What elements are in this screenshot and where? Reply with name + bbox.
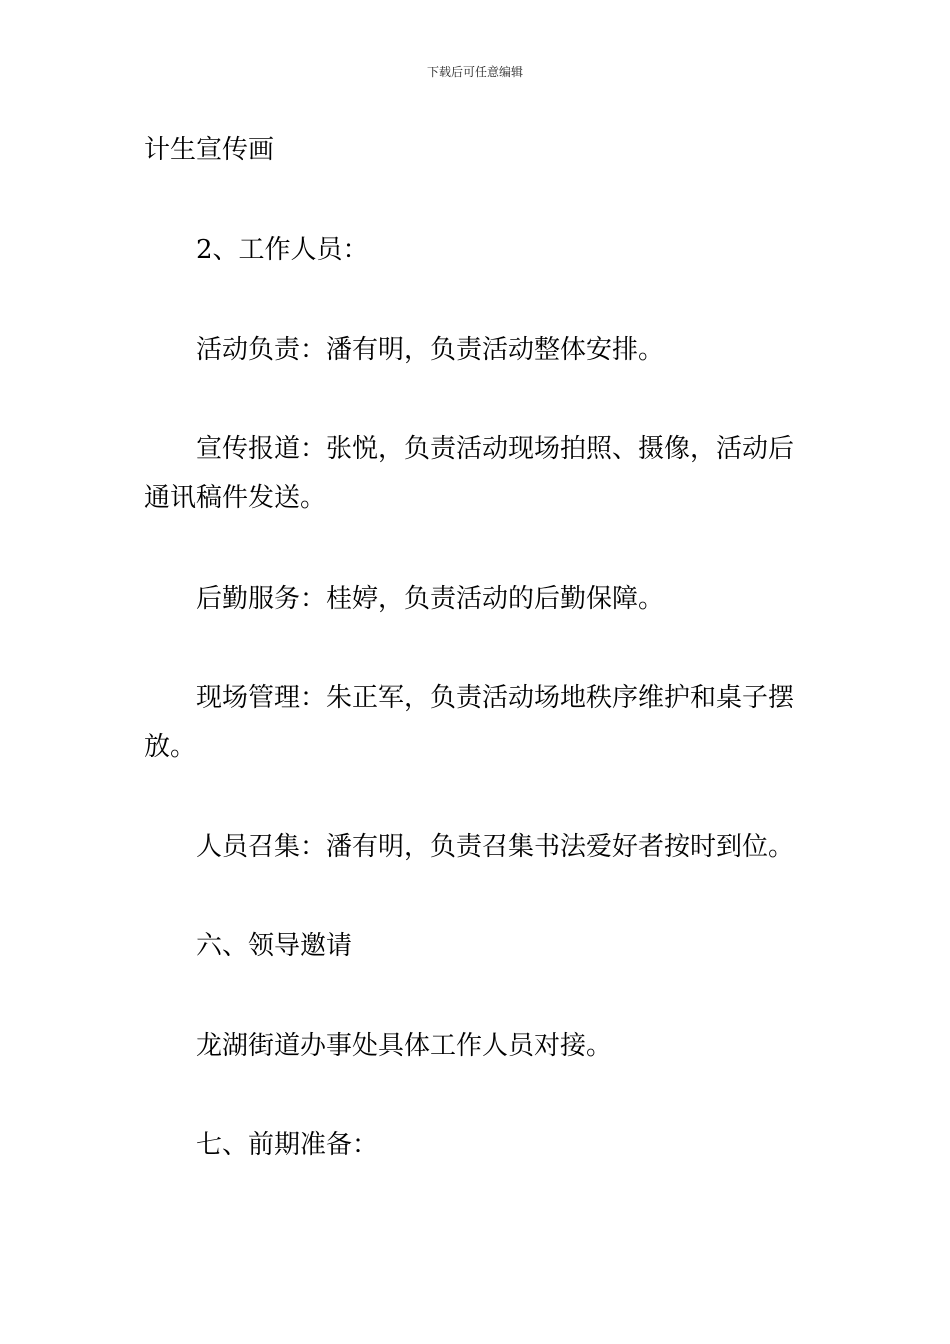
paragraph-activity-lead: 活动负责：潘有明，负责活动整体安排。 bbox=[196, 335, 665, 365]
section-heading-invitation: 六、领导邀请 bbox=[196, 931, 353, 961]
section-heading-preparation: 七、前期准备： bbox=[196, 1130, 379, 1160]
paragraph-site-management: 现场管理：朱正军，负责活动场地秩序维护和桌子摆放。 bbox=[144, 683, 795, 762]
paragraph-liaison: 龙湖街道办事处具体工作人员对接。 bbox=[196, 1031, 613, 1061]
section-heading-staff: 2、工作人员： bbox=[196, 235, 369, 265]
paragraph-recruitment: 人员召集：潘有明，负责召集书法爱好者按时到位。 bbox=[196, 832, 795, 862]
paragraph-logistics: 后勤服务：桂婷，负责活动的后勤保障。 bbox=[196, 584, 665, 614]
paragraph-continuation: 计生宣传画 bbox=[144, 135, 275, 165]
paragraph-publicity: 宣传报道：张悦，负责活动现场拍照、摄像，活动后通讯稿件发送。 bbox=[144, 434, 795, 513]
page-header: 下载后可任意编辑 bbox=[426, 65, 523, 79]
